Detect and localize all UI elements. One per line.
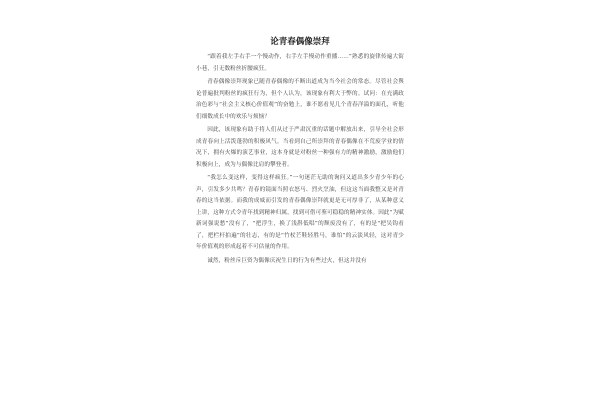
document-title: 论青春偶像崇拜: [270, 37, 330, 47]
paragraph: 诚然，粉丝斥巨资为偶像庆祝生日的行为有些过火，但这并没有: [207, 257, 367, 264]
paragraph: 因此，该现象有助于将人们从过于严肃沉重的话题中解放出来，引导全社会形成青春向上活泼蓬勃的积极风气。当看到自己所崇拜的青春偶像在不荒废学业的情况下，拥有火爆的演艺事业，这本身就是对粉丝一种强有力的精神激励，激励他们积极向上，成为与偶像比肩的攀登者。: [196, 127, 404, 168]
paragraph: “跟着我左手右手一个慢动作，右手左手慢动作重播……”熟悉的旋律传遍大街小巷，引无数粉丝折腰疯狂。: [196, 54, 404, 72]
document-page: [196, 28, 404, 400]
paragraph: 青春偶像崇拜现象已随青春偶像的不断出道成为当今社会的常态。尽管社会舆论普遍批判粉丝的疯狂行为，但个人认为，该现象有利大于弊的。试问：在充满政治色彩与“社会主义核心价值观”的奋勉上，谁不愿看见几个青春洋溢的面孔，听他们细数成长中的欢乐与烦恼？: [196, 79, 404, 120]
paragraph: “我怎么变这样，变得这样疯狂。”一句迷茫无助的询问又道出多少青少年的心声，引发多少共鸣？青春的镜面当照衣怒马、烈火烹油，但这这当面我整又是对青春的这当依据。而我的成威而引发的青春偶像崇拜就更是无可厚非了，从某种意义上讲，这种方式令青年找到精神归属，找到可借可鉴可稳稳的精神实体。因此“为赋新词强说愁”没有了，“把浮生，换了浅斟低唱”的颓废没有了，有的是“把吴钩看了，把栏杆拍遍”的壮志，有的是“竹杖芒鞋轻胜马，谁怕”的云淡风轻，这对青少年价值观的形成起着不可估量的作用。: [196, 175, 404, 250]
